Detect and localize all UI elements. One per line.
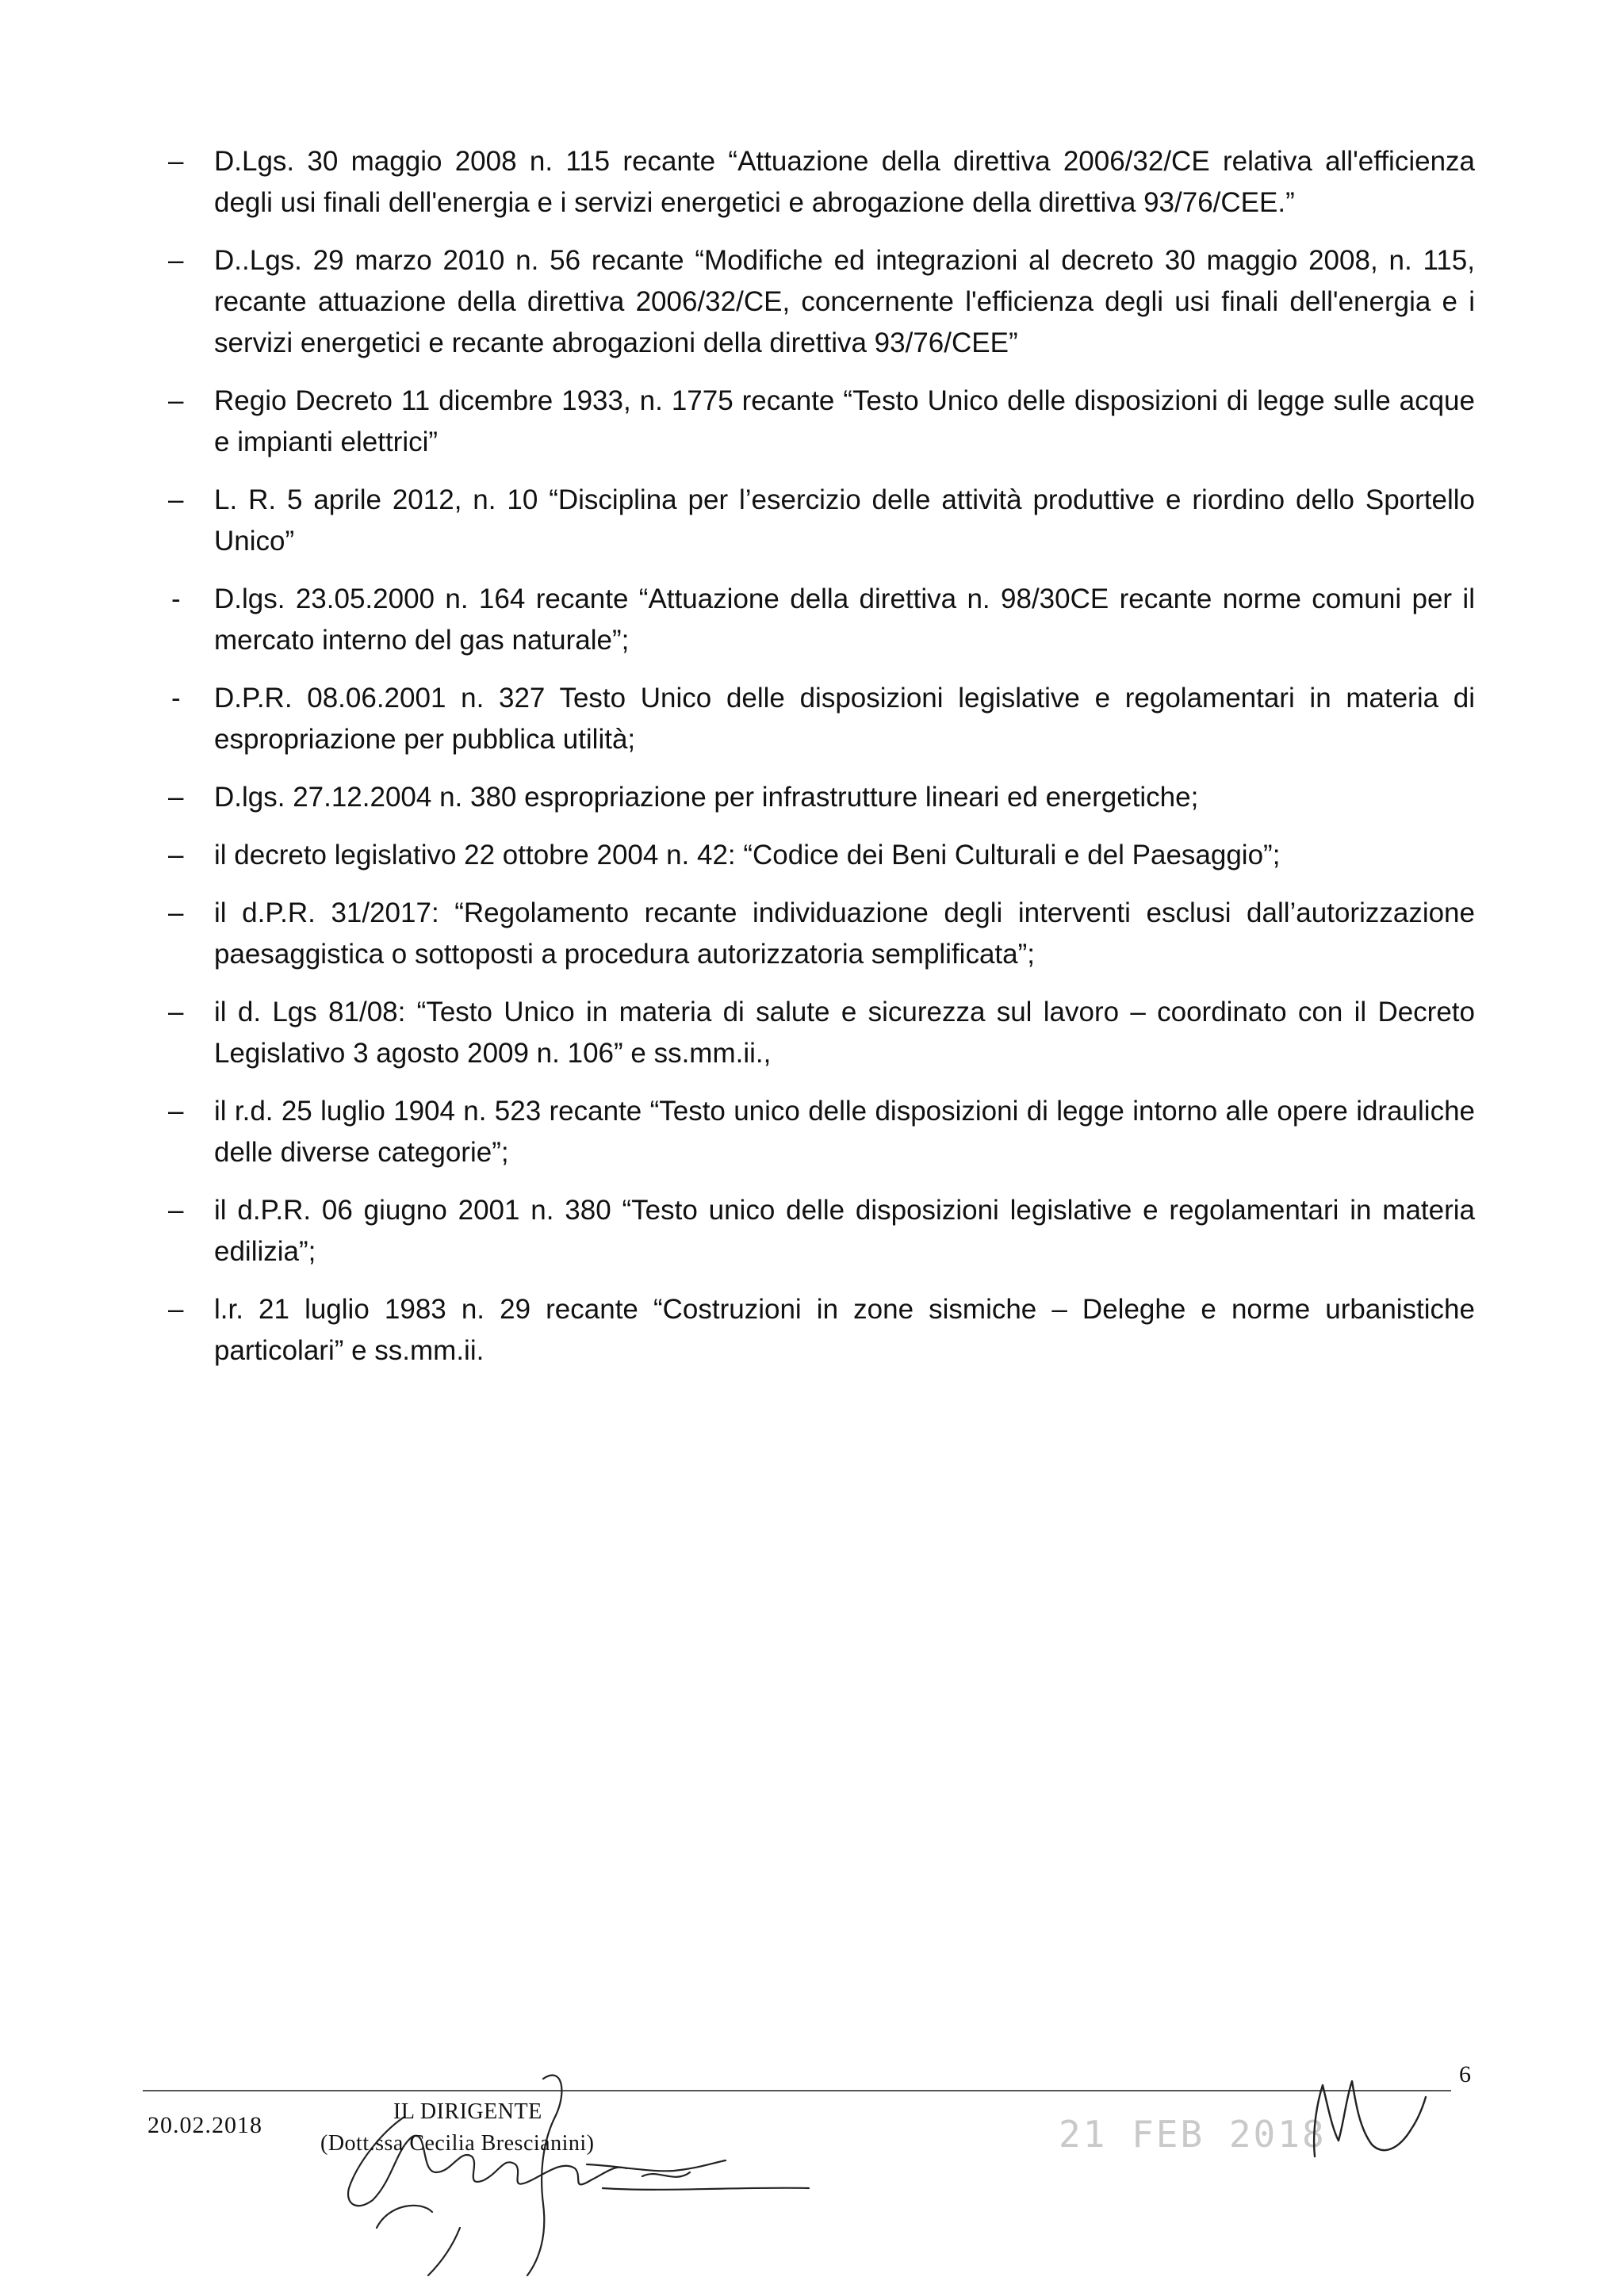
list-bullet: – bbox=[168, 146, 184, 177]
handwritten-initials-icon bbox=[1300, 2061, 1435, 2172]
list-item-text: D.Lgs. 30 maggio 2008 n. 115 recante “Attuazione della direttiva 2006/32/CE relativa all'efficienza degli usi finali dell'energia e i servizi energetici e abrogazione della direttiva 93/76/CEE.” bbox=[214, 146, 1475, 218]
list-bullet: - bbox=[171, 584, 181, 614]
list-item bbox=[168, 1091, 1475, 1173]
list-item bbox=[168, 1289, 1475, 1372]
list-bullet: – bbox=[168, 997, 184, 1027]
list-item bbox=[168, 678, 1475, 760]
list-item-text: D.lgs. 27.12.2004 n. 380 espropriazione per infrastrutture lineari ed energetiche; bbox=[214, 782, 1199, 813]
list-item-text: Regio Decreto 11 dicembre 1933, n. 1775 recante “Testo Unico delle disposizioni di legge sulle acque e impianti elettrici” bbox=[214, 385, 1475, 457]
page-number: 6 bbox=[1459, 2061, 1471, 2087]
list-item bbox=[168, 141, 1475, 224]
list-bullet: – bbox=[168, 782, 184, 813]
list-bullet: – bbox=[168, 1096, 184, 1127]
dirigente-name: (Dott.ssa Cecilia Brescianini) bbox=[320, 2131, 595, 2156]
list-item bbox=[168, 835, 1475, 876]
list-item bbox=[168, 893, 1475, 975]
list-bullet: – bbox=[168, 385, 184, 416]
list-item-text: il decreto legislativo 22 ottobre 2004 n. 42: “Codice dei Beni Culturali e del Paesaggio”; bbox=[214, 840, 1281, 871]
list-bullet: – bbox=[168, 1294, 184, 1325]
list-bullet: – bbox=[168, 897, 184, 928]
list-item bbox=[168, 992, 1475, 1074]
list-item bbox=[168, 1190, 1475, 1272]
list-item-text: il d. Lgs 81/08: “Testo Unico in materia di salute e sicurezza sul lavoro – coordinato con il Decreto Legislativo 3 agosto 2009 n. 106” e ss.mm.ii., bbox=[214, 997, 1475, 1069]
list-item bbox=[168, 381, 1475, 463]
list-item-text: il d.P.R. 06 giugno 2001 n. 380 “Testo unico delle disposizioni legislative e regolamentari in materia edilizia”; bbox=[214, 1195, 1475, 1267]
list-bullet: – bbox=[168, 484, 184, 515]
list-item bbox=[168, 480, 1475, 562]
handwritten-signature-icon bbox=[301, 2061, 825, 2283]
list-bullet: - bbox=[171, 683, 181, 714]
list-bullet: – bbox=[168, 1195, 184, 1226]
list-item bbox=[168, 777, 1475, 818]
list-item-text: il d.P.R. 31/2017: “Regolamento recante individuazione degli interventi esclusi dall’autorizzazione paesaggistica o sottoposti a procedura autorizzatoria semplificata”; bbox=[214, 897, 1475, 970]
list-item bbox=[168, 579, 1475, 661]
list-item-text: D.lgs. 23.05.2000 n. 164 recante “Attuazione della direttiva n. 98/30CE recante norme comuni per il mercato interno del gas naturale”; bbox=[214, 584, 1475, 656]
received-date-stamp: 21 FEB 2018 bbox=[1059, 2113, 1327, 2156]
list-bullet: – bbox=[168, 840, 184, 871]
footer-date: 20.02.2018 bbox=[147, 2112, 262, 2138]
list-bullet: – bbox=[168, 245, 184, 276]
list-item bbox=[168, 240, 1475, 364]
list-item-text: D..Lgs. 29 marzo 2010 n. 56 recante “Modifiche ed integrazioni al decreto 30 maggio 2008, n. 115, recante attuazione della direttiva 2006/32/CE, concernente l'efficienza degli usi finali dell'energia e i servizi energetici e recante abrogazioni della direttiva 93/76/CEE” bbox=[214, 245, 1475, 358]
legislation-list bbox=[168, 141, 1475, 1388]
list-item-text: il r.d. 25 luglio 1904 n. 523 recante “Testo unico delle disposizioni di legge intorno alle opere idrauliche delle diverse categorie”; bbox=[214, 1096, 1475, 1168]
list-item-text: l.r. 21 luglio 1983 n. 29 recante “Costruzioni in zone sismiche – Deleghe e norme urbanistiche particolari” e ss.mm.ii. bbox=[214, 1294, 1475, 1366]
list-item-text: L. R. 5 aprile 2012, n. 10 “Disciplina per l’esercizio delle attività produttive e riordino dello Sportello Unico” bbox=[214, 484, 1475, 557]
list-item-text: D.P.R. 08.06.2001 n. 327 Testo Unico delle disposizioni legislative e regolamentari in materia di espropriazione per pubblica utilità; bbox=[214, 683, 1475, 755]
dirigente-title: IL DIRIGENTE bbox=[393, 2099, 542, 2124]
